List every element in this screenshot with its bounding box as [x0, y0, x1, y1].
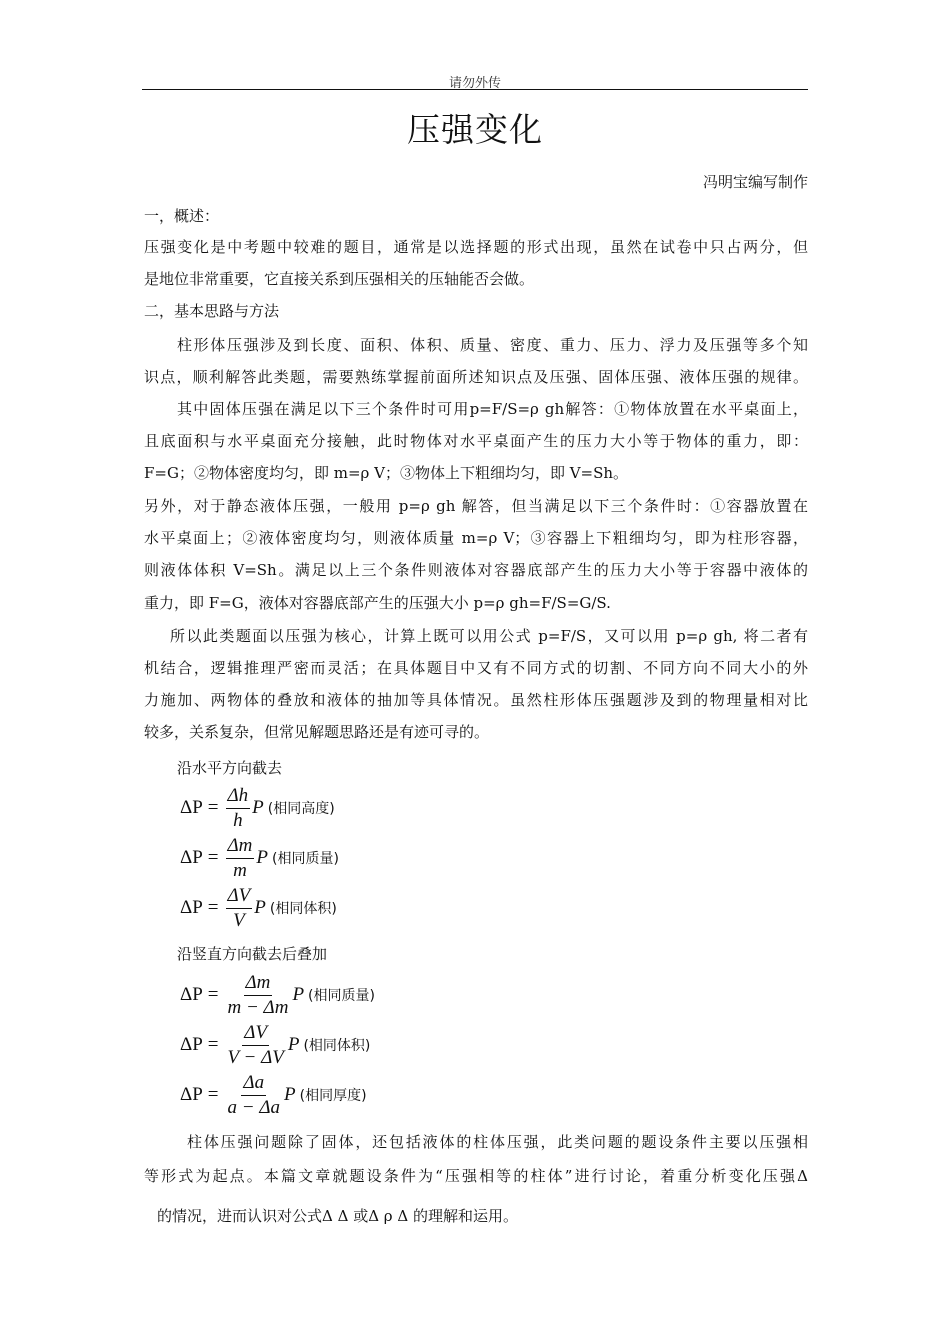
formula-rhs: P [252, 797, 264, 818]
paragraph-line: 水平桌面上；②液体密度均匀，则液体质量 m=ρ V；③容器上下粗细均匀，即为柱形容器， [144, 529, 808, 547]
fraction-denominator: h [233, 809, 243, 831]
formula-rhs: P [256, 847, 268, 868]
fraction-denominator: m [233, 859, 247, 881]
fraction-numerator: Δm [226, 835, 255, 859]
formula-same-volume [180, 883, 337, 933]
formula-stack-same-volume [180, 1020, 370, 1070]
formula-fraction [226, 1022, 286, 1069]
section-heading-method: 二，基本思路与方法 [144, 302, 280, 320]
formula-lhs: ΔP [180, 1084, 203, 1105]
fraction-numerator: Δa [241, 1072, 266, 1096]
formula-equals: = [207, 1084, 219, 1105]
formula-note: (相同体积) [269, 901, 337, 917]
formula-stack-same-mass [180, 970, 375, 1020]
paragraph-line: 重力，即 F=G，液体对容器底部产生的压强大小 p=ρ gh=F/S=G/S. [144, 594, 611, 612]
paragraph-line: 柱形体压强涉及到长度、面积、体积、质量、密度、重力、压力、浮力及压强等多个知 [177, 336, 808, 354]
formula-rhs: P [284, 1084, 296, 1105]
formula-same-mass [180, 833, 339, 883]
fraction-numerator: ΔV [242, 1022, 269, 1046]
paragraph-line: 另外，对于静态液体压强，一般用 p=ρ gh 解答，但当满足以下三个条件时：①容器放置在 [144, 497, 808, 515]
formula-note: (相同质量) [308, 988, 375, 1004]
paragraph-line: 压强变化是中考题中较难的题目，通常是以选择题的形式出现，虽然在试卷中只占两分，但 [144, 238, 808, 256]
paragraph-line: 柱体压强问题除了固体，还包括液体的柱体压强，此类问题的题设条件主要以压强相 [187, 1133, 808, 1151]
paragraph-line: 较多，关系复杂，但常见解题思路还是有迹可寻的。 [144, 723, 490, 741]
formula-equals: = [207, 797, 219, 818]
formula-equals: = [207, 847, 219, 868]
author-line: 冯明宝编写制作 [702, 173, 808, 191]
formula-fraction [226, 785, 251, 832]
formula-lhs: ΔP [180, 897, 203, 918]
fraction-numerator: Δm [244, 972, 273, 996]
paragraph-line: 且底面积与水平桌面充分接触，此时物体对水平桌面产生的压力大小等于物体的重力，即： [144, 432, 808, 450]
paragraph-line: 其中固体压强在满足以下三个条件时可用p=F/S=ρ gh解答：①物体放置在水平桌面上， [177, 400, 808, 418]
paragraph-line: 识点，顺利解答此类题，需要熟练掌握前面所述知识点及压强、固体压强、液体压强的规律。 [144, 368, 808, 386]
header-rule [142, 89, 808, 90]
paragraph-line: 力施加、两物体的叠放和液体的抽加等具体情况。虽然柱形体压强题涉及到的物理量相对比 [144, 691, 808, 709]
formula-fraction [226, 885, 253, 932]
formula-rhs: P [287, 1034, 300, 1055]
paragraph-line: 是地位非常重要，它直接关系到压强相关的压轴能否会做。 [144, 270, 535, 288]
paragraph-line: 所以此类题面以压强为核心，计算上既可以用公式 p=F/S，又可以用 p=ρ gh, 将二者有 [170, 627, 808, 645]
formula-rhs: P [292, 984, 305, 1005]
fraction-denominator: V [233, 909, 245, 931]
formula-note: (相同质量) [272, 851, 339, 867]
fraction-numerator: ΔV [226, 885, 253, 909]
formula-fraction [226, 972, 291, 1019]
section-heading-overview: 一，概述： [144, 207, 220, 225]
formula-stack-same-thickness [180, 1070, 367, 1120]
formula-lhs: ΔP [180, 1034, 203, 1055]
formula-note: (相同厚度) [299, 1088, 367, 1104]
paragraph-line: 的情况，进而认识对公式Δ Δ 或Δ ρ Δ 的理解和运用。 [157, 1207, 518, 1225]
formula-lhs: ΔP [180, 847, 203, 868]
paragraph-line: 机结合，逻辑推理严密而灵活；在具体题目中又有不同方式的切割、不同方向不同大小的外 [144, 659, 808, 677]
paragraph-line: F=G；②物体密度均匀，即 m=ρ V；③物体上下粗细均匀，即 V=Sh。 [144, 464, 629, 482]
formula-same-height [180, 783, 335, 833]
fraction-numerator: Δh [226, 785, 251, 809]
fraction-denominator: V − ΔV [227, 1046, 284, 1068]
fraction-denominator: a − Δa [227, 1096, 280, 1118]
fraction-denominator: m − Δm [227, 996, 289, 1018]
formula-note: (相同体积) [303, 1038, 371, 1054]
subheading-horizontal-cut: 沿水平方向截去 [177, 759, 283, 777]
formula-rhs: P [254, 897, 266, 918]
subheading-vertical-cut: 沿竖直方向截去后叠加 [177, 945, 328, 963]
formula-lhs: ΔP [180, 984, 203, 1005]
formula-note: (相同高度) [267, 801, 335, 817]
paragraph-line: 等形式为起点。本篇文章就题设条件为“压强相等的柱体”进行讨论，着重分析变化压强Δ [144, 1167, 808, 1185]
page-header: 请勿外传 [448, 76, 501, 91]
formula-fraction [226, 835, 255, 882]
paragraph-line: 则液体体积 V=Sh。满足以上三个条件则液体对容器底部产生的压力大小等于容器中液体的 [144, 561, 808, 579]
formula-equals: = [207, 897, 219, 918]
formula-equals: = [207, 1034, 219, 1055]
document-title: 压强变化 [407, 110, 543, 149]
formula-equals: = [207, 984, 219, 1005]
formula-lhs: ΔP [180, 797, 203, 818]
formula-fraction [226, 1072, 282, 1119]
